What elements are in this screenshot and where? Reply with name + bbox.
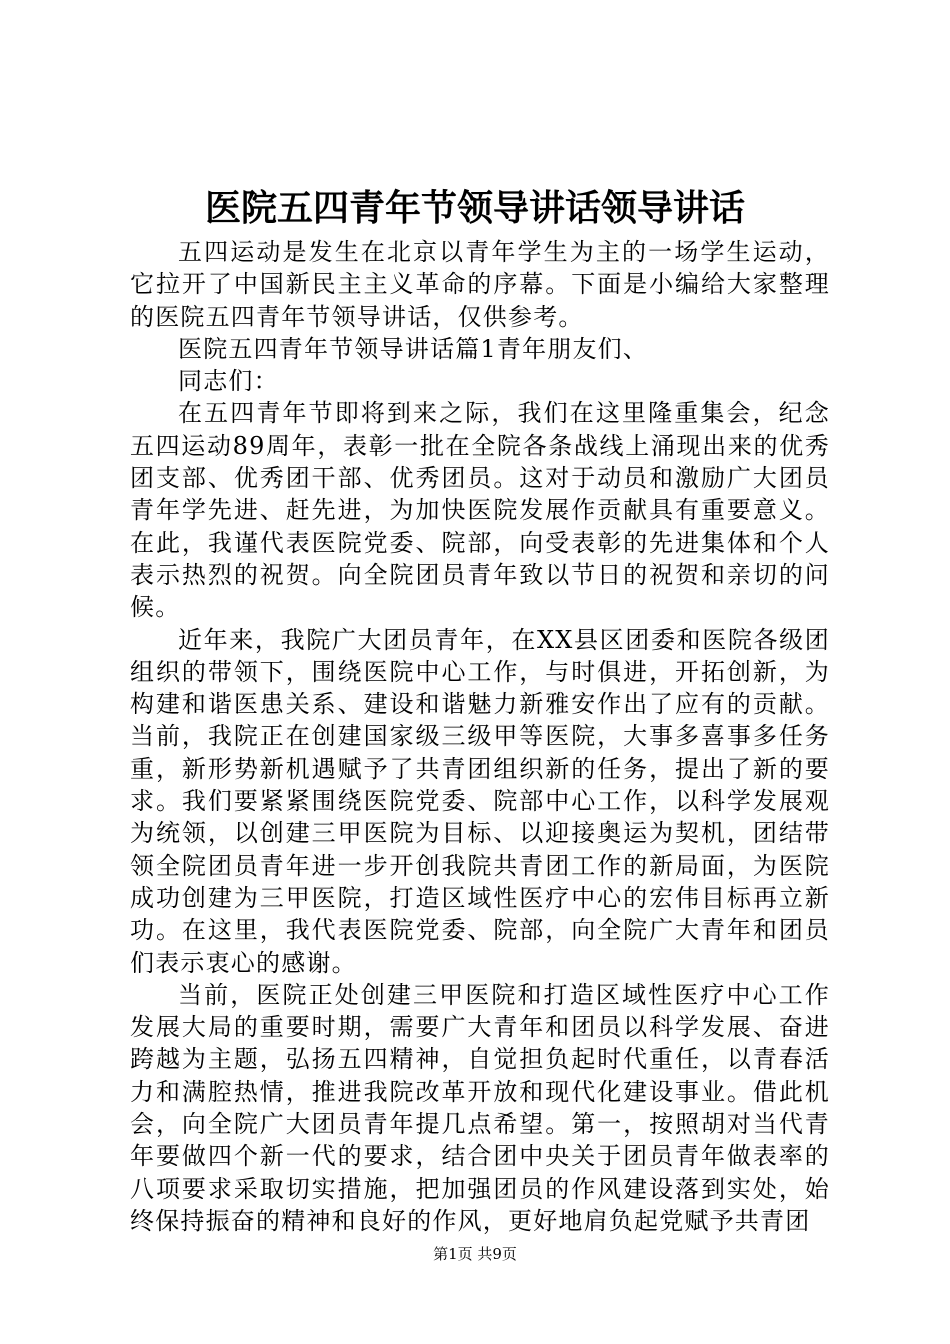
salutation-line: 同志们： [178,367,279,396]
body-paragraph: 当前，医院正处创建三甲医院和打造区域性医疗中心工作发展大局的重要时期，需要广大青年和团员以科学发展、奋进跨越为主题，弘扬五四精神，自觉担负起时代重任，以青春活力和满腔热情，推进我院改革开放和现代化建设事业。借此机会，向全院广大团员青年提几点希望。第一，按照胡对当代青年要做四个新一代的要求，结合团中央关于团员青年做表率的八项要求采取切实措施，把加强团员的作风建设落到实处，始终保持振奋的精神和良好的作风，更好地肩负起党赋予共青团 [130,980,830,1235]
speech-heading-line: 医院五四青年节领导讲话篇1青年朋友们、 [178,334,649,363]
intro-paragraph: 五四运动是发生在北京以青年学生为主的一场学生运动，它拉开了中国新民主主义革命的序幕。下面是小编给大家整理的医院五四青年节领导讲话，仅供参考。 [130,238,830,331]
page-footer: 第1页 共9页 [433,1245,517,1263]
document-body [130,236,830,1237]
body-paragraph: 近年来，我院广大团员青年，在XX县区团委和医院各级团组织的带领下，围绕医院中心工作，与时俱进，开拓创新，为构建和谐医患关系、建设和谐魅力新雅安作出了应有的贡献。当前，我院正在创建国家级三级甲等医院，大事多喜事多任务重，新形势新机遇赋予了共青团组织新的任务，提出了新的要求。我们要紧紧围绕医院党委、院部中心工作，以科学发展观为统领，以创建三甲医院为目标、以迎接奥运为契机，团结带领全院团员青年进一步开创我院共青团工作的新局面，为医院成功创建为三甲医院，打造区域性医疗中心的宏伟目标再立新功。在这里，我代表医院党委、院部，向全院广大青年和团员们表示衷心的感谢。 [130,625,830,977]
body-paragraph: 在五四青年节即将到来之际，我们在这里隆重集会，纪念五四运动89周年，表彰一批在全院各条战线上涌现出来的优秀团支部、优秀团干部、优秀团员。这对于动员和激励广大团员青年学先进、赶先进，为加快医院发展作贡献具有重要意义。在此，我谨代表医院党委、院部，向受表彰的先进集体和个人表示热烈的祝贺。向全院团员青年致以节日的祝贺和亲切的问候。 [130,399,830,622]
document-title: 医院五四青年节领导讲话领导讲话 [204,187,745,229]
